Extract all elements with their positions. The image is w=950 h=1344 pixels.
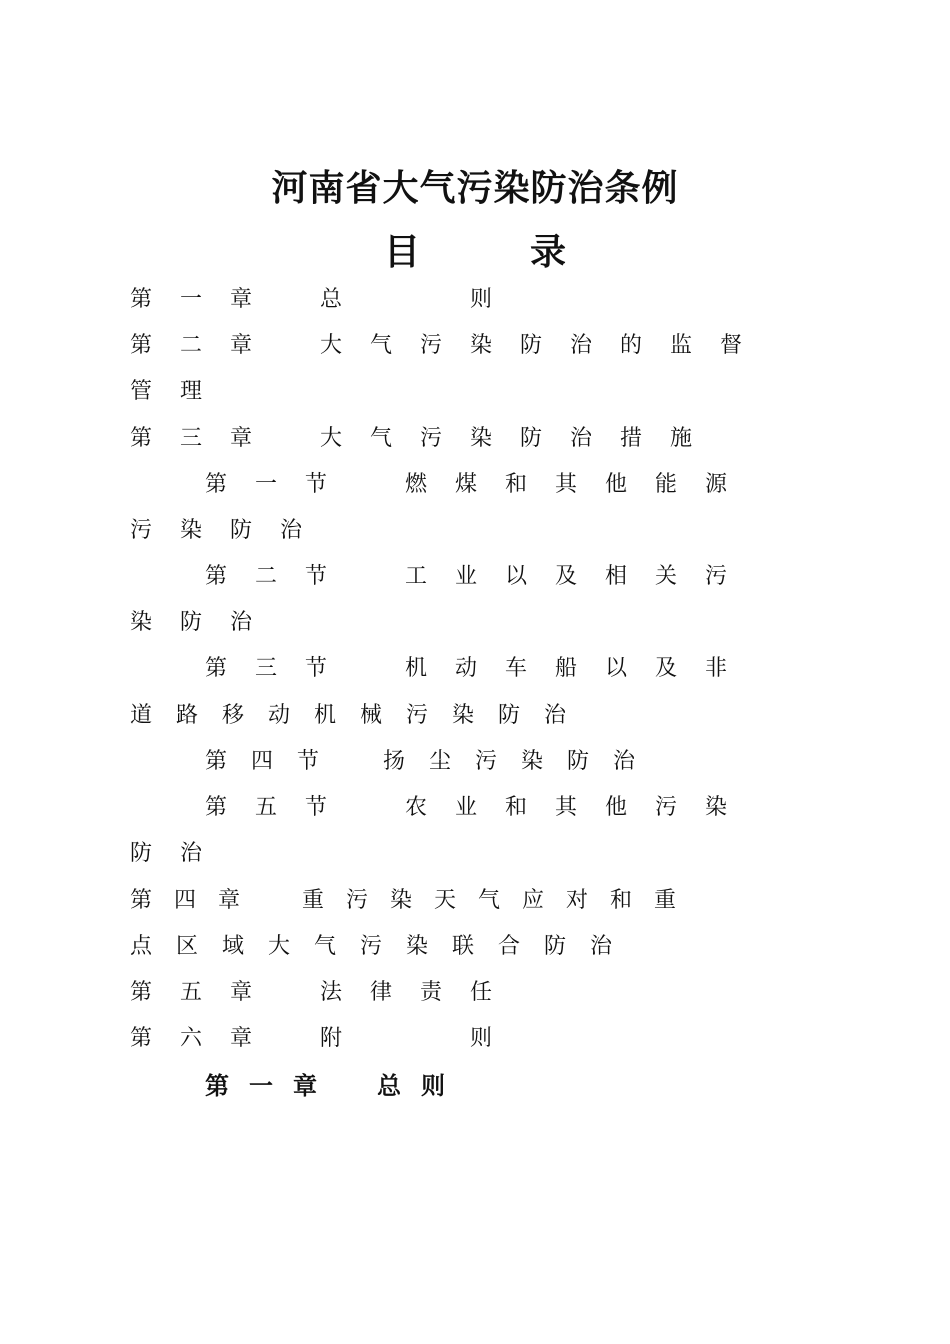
- toc-chapter-label: 第六章: [130, 1026, 281, 1051]
- toc-wrap-text: 染防治: [130, 610, 281, 635]
- toc-item-chapter-2-wrap: [130, 369, 790, 415]
- toc-section-title: 工业以及相关污: [405, 564, 756, 589]
- toc-section-title: 燃煤和其他能源: [405, 472, 756, 497]
- toc-item-chapter-4[interactable]: [130, 878, 790, 924]
- toc-item-section-2-wrap: [130, 600, 790, 646]
- toc-chapter-title: 大气污染防治的监督: [320, 333, 771, 358]
- chapter-1-heading-title: 总则: [377, 1072, 465, 1100]
- toc-section-title: 扬尘污染防治: [383, 749, 660, 774]
- toc-section-label: 第五节: [205, 795, 356, 820]
- chapter-1-heading: [205, 1063, 465, 1109]
- toc-wrap-text: 防治: [130, 841, 231, 866]
- toc-wrap-text: 管理: [130, 379, 231, 404]
- toc-item-chapter-1[interactable]: [130, 277, 790, 323]
- toc-chapter-title: 重污染天气应对和重: [302, 888, 699, 913]
- toc-chapter-title: 附 则: [320, 1026, 521, 1051]
- toc-item-chapter-2[interactable]: [130, 323, 790, 369]
- toc-chapter-title: 法律责任: [320, 980, 521, 1005]
- toc-section-label: 第一节: [205, 472, 356, 497]
- toc-section-label: 第二节: [205, 564, 356, 589]
- toc-chapter-label: 第二章: [130, 333, 281, 358]
- toc-item-section-1-wrap: [130, 508, 790, 554]
- toc-chapter-label: 第三章: [130, 426, 281, 451]
- toc-chapter-label: 第四章: [130, 888, 263, 913]
- toc-section-label: 第四节: [205, 749, 344, 774]
- toc-item-section-3[interactable]: [205, 646, 790, 692]
- toc-heading-right: 录: [530, 231, 567, 273]
- toc-section-label: 第三节: [205, 656, 356, 681]
- toc-item-section-2[interactable]: [205, 554, 790, 600]
- toc-item-section-1[interactable]: [205, 462, 790, 508]
- toc-chapter-title: 大气污染防治措施: [320, 426, 721, 451]
- toc-chapter-label: 第五章: [130, 980, 281, 1005]
- toc-item-chapter-5[interactable]: [130, 970, 790, 1016]
- toc-item-section-4[interactable]: [205, 739, 790, 785]
- document-title: 河南省大气污染防治条例: [271, 167, 679, 209]
- toc-chapter-label: 第一章: [130, 287, 281, 312]
- toc-item-section-3-wrap: [130, 693, 790, 739]
- toc-heading-left: 目: [383, 231, 420, 273]
- toc-item-chapter-6[interactable]: [130, 1016, 790, 1062]
- toc-wrap-text: 污染防治: [130, 518, 331, 543]
- toc-section-title: 机动车船以及非: [405, 656, 756, 681]
- toc-wrap-text: 点区域大气污染联合防治: [130, 934, 637, 959]
- toc-heading: [0, 222, 950, 282]
- toc-item-chapter-4-wrap: [130, 924, 790, 970]
- toc-wrap-text: 道路移动机械污染防治: [130, 703, 591, 728]
- toc-section-title: 农业和其他污染: [405, 795, 756, 820]
- chapter-1-heading-label: 第一章: [205, 1072, 337, 1100]
- toc-item-section-5[interactable]: [205, 785, 790, 831]
- toc-chapter-title: 总 则: [320, 287, 521, 312]
- toc-item-section-5-wrap: [130, 831, 790, 877]
- toc-item-chapter-3[interactable]: [130, 416, 790, 462]
